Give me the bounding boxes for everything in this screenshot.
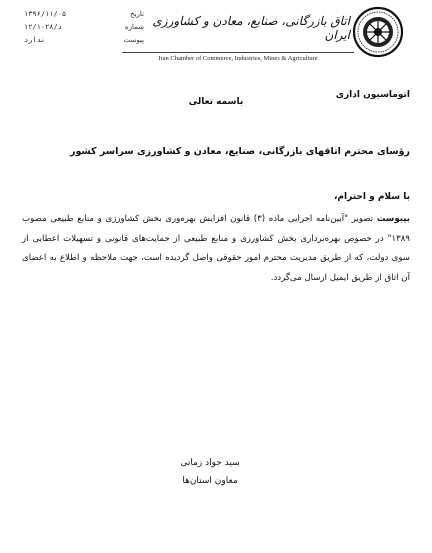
organization-title-en: Iran Chamber of Commerce, Industries, Mines & Agriculture	[158, 55, 318, 62]
attachment-row	[24, 34, 144, 47]
chamber-emblem-icon	[352, 6, 404, 58]
signatory-name: سید جواد زمانی	[180, 458, 240, 468]
body-lead: بپیوست	[376, 214, 411, 224]
invocation: باسمه تعالی	[188, 97, 244, 107]
attachment-label: پیوست	[123, 36, 144, 44]
letter-body	[22, 210, 410, 288]
signatory-title: معاون استان‌ها	[182, 476, 238, 486]
department-label: اتوماسیون اداری	[335, 90, 410, 100]
number-value: ۱۲/۱۰۲۸/د	[24, 23, 62, 31]
recipient-line: رؤسای محترم اتاقهای بازرگانی، صنایع، معادن و کشاورزی سراسر کشور	[69, 146, 410, 157]
number-row	[24, 21, 144, 34]
signature-block	[150, 454, 270, 490]
attachment-value: ندارد	[24, 36, 46, 44]
header-divider	[122, 52, 354, 53]
letter-meta	[24, 8, 144, 47]
number-label: شماره	[124, 23, 144, 31]
date-label: تاریخ	[130, 10, 144, 18]
date-row	[24, 8, 144, 21]
organization-title-fa: اتاق بازرگانی، صنایع، معادن و کشاورزی ایران	[152, 14, 350, 42]
body-content: تصویر "آیین‌نامه اجرایی ماده (۳) قانون افزایش بهره‌وری بخش کشاورزی و منابع طبیعی مصوب ۱۳۸۹" در خصوص بهره‌برداری بخش کشاورزی و منابع طبیعی از حمایت‌های قانونی و تسهیلات اعطایی از سوی دولت، که از طریق مدیریت محترم امور حقوقی واصل گردیده است، جهت ملاحظه و اطلاع به اعضای آن اتاق از طریق ایمیل ارسال می‌گردد.	[22, 214, 410, 283]
date-value: ۱۳۹۶/۱۱/۰۵	[24, 10, 67, 18]
greeting: با سلام و احترام،	[334, 192, 410, 202]
